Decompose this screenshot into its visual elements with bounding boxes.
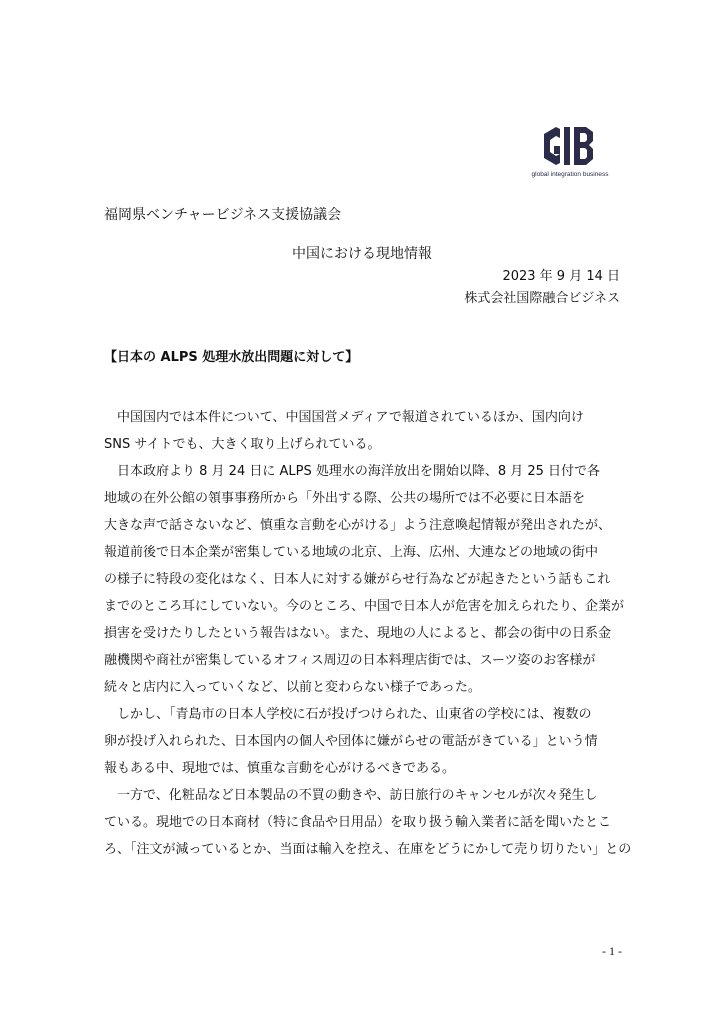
body-line: 続々と店内に入っていくなど、以前と変わらない様子であった。 — [104, 680, 481, 695]
section-heading: 【日本の ALPS 処理水放出問題に対して】 — [104, 350, 359, 365]
company-logo — [524, 124, 616, 184]
page-number-text: - 1 - — [602, 944, 622, 958]
company-name: 株式会社国際融合ビジネス — [464, 291, 620, 306]
body-line: SNS サイトでも、大きく取り上げられている。 — [104, 437, 381, 452]
body-line: ている。現地での日本商材（特に食品や日用品）を取り扱う輸入業者に話を聞いたとこ — [104, 815, 612, 830]
body-line: 損害を受けたりしたという報告はない。また、現地の人によると、都会の街中の日系金 — [104, 626, 612, 641]
body-text — [104, 404, 632, 863]
document-date: 2023 年 9 月 14 日 — [502, 269, 620, 284]
body-line: 大きな声で話さないなど、慎重な言動を心がける」よう注意喚起情報が発出されたが、 — [104, 518, 612, 533]
gib-logo-icon — [538, 124, 600, 168]
body-line: しかし、「青島市の日本人学校に石が投げつけられた、山東省の学校には、複数の — [104, 707, 592, 722]
document-title: 中国における現地情報 — [292, 246, 432, 262]
body-line: 卵が投げ入れられた、日本国内の個人や団体に嫌がらせの電話がきている」という情 — [104, 734, 598, 749]
body-line: 日本政府より 8 月 24 日に ALPS 処理水の海洋放出を開始以降、8 月 25 日付で各 — [104, 464, 601, 479]
body-line: 報もある中、現地では、慎重な言動を心がけるべきである。 — [104, 761, 456, 776]
body-line: 地域の在外公館の領事事務所から「外出する際、公共の場所では不必要に日本語を — [104, 491, 586, 506]
page-number — [0, 944, 724, 959]
body-line: 中国国内では本件について、中国国営メディアで報道されているほか、国内向け — [104, 410, 584, 425]
body-line: 融機関や商社が密集しているオフィス周辺の日本料理店街では、スーツ姿のお客様が — [104, 653, 596, 668]
body-line: の様子に特段の変化はなく、日本人に対する嫌がらせ行為などが起きたという話もこれ — [104, 572, 611, 587]
addressee: 福岡県ベンチャービジネス支援協議会 — [104, 207, 342, 223]
body-line: ろ、「注文が減っているとか、当面は輸入を控え、在庫をどうにかして売り切りたい」との — [104, 842, 632, 857]
body-line: 報道前後で日本企業が密集している地域の北京、上海、広州、大連などの地域の街中 — [104, 545, 599, 560]
body-line: 一方で、化粧品など日本製品の不買の動きや、訪日旅行のキャンセルが次々発生し — [104, 788, 598, 803]
body-line: までのところ耳にしていない。今のところ、中国で日本人が危害を加えられたり、企業が — [104, 599, 625, 614]
logo-tagline: global integration business — [531, 171, 609, 178]
